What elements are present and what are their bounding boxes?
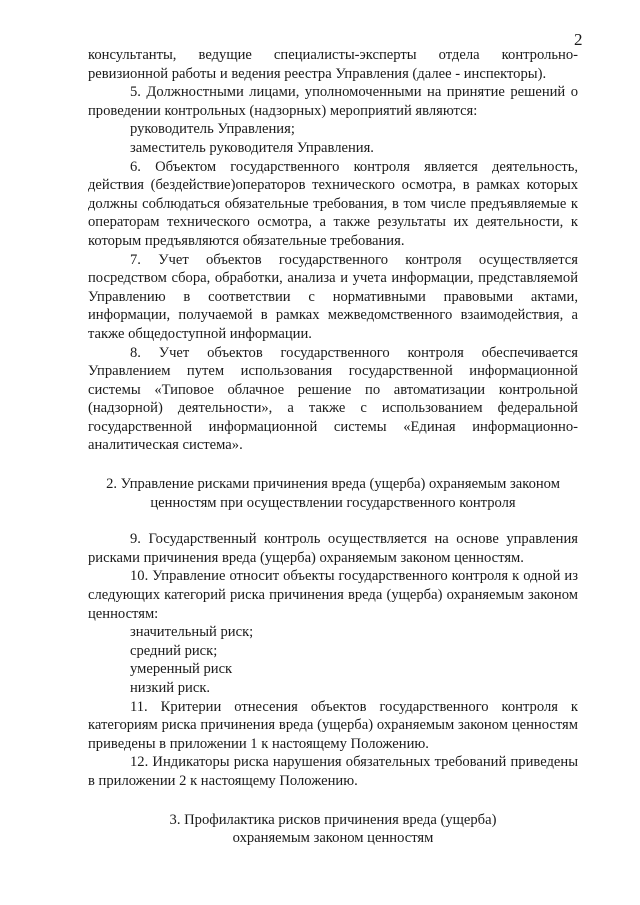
paragraph-8: 8. Учет объектов государственного контроля обеспечивается Управлением путем использования государственной информационной системы «Типовое облачное решение по автоматизации контрольной (надзорной) деятельности», а также с использованием федеральной государственной информационной системы «Единая информационно-аналитическая система».: [88, 344, 578, 454]
paragraph-5: 5. Должностными лицами, уполномоченными на принятие решений о проведении контрольных (надзорных) мероприятий являются:: [88, 84, 578, 119]
section-3-heading-line-1: 3. Профилактика рисков причинения вреда (ущерба): [169, 811, 497, 828]
paragraph-11: 11. Критерии отнесения объектов государственного контроля к категориям риска причинения вреда (ущерба) охраняемым законом ценностям приведены в приложении 1 к настоящему Положению.: [88, 698, 578, 752]
list-item-head: руководитель Управления;: [130, 121, 295, 138]
paragraph-6: 6. Объектом государственного контроля является деятельность, действия (бездействие)операторов технического осмотра, в рамках которых должны соблюдаться обязательные требования, в том числе предъявляемые к операторам технического осмотра, а также результаты их деятельности, к которым предъявляются обязательные требования.: [88, 158, 578, 249]
paragraph-10: 10. Управление относит объекты государственного контроля к одной из следующих категорий риска причинения вреда (ущерба) охраняемым законом ценностям:: [88, 568, 578, 622]
section-3-heading-line-2: охраняемым законом ценностям: [232, 830, 434, 847]
paragraph-continuation: консультанты, ведущие специалисты-эксперты отдела контрольно-ревизионной работы и ведения реестра Управления (далее - инспекторы).: [88, 47, 578, 82]
risk-category-significant: значительный риск;: [130, 624, 254, 641]
risk-category-medium: средний риск;: [130, 642, 218, 659]
paragraph-7: 7. Учет объектов государственного контроля осуществляется посредством сбора, обработки, анализа и учета информации, представляемой Управлению в соответствии с нормативными правовыми актами, информации, получаемой в рамках межведомственного взаимодействия, а также общедоступной информации.: [88, 251, 578, 342]
risk-category-low: низкий риск.: [130, 680, 211, 696]
paragraph-9: 9. Государственный контроль осуществляется на основе управления рисками причинения вреда (ущерба) охраняемым законом ценностям.: [88, 531, 578, 566]
risk-category-moderate: умеренный риск: [130, 661, 233, 678]
paragraph-12: 12. Индикаторы риска нарушения обязательных требований приведены в приложении 2 к настоящему Положению.: [88, 754, 578, 789]
page-number: 2: [574, 30, 583, 49]
section-2-heading: 2. Управление рисками причинения вреда (ущерба) охраняемым законом ценностям при осуществлении государственного контроля: [106, 476, 560, 511]
list-item-deputy: заместитель руководителя Управления.: [130, 139, 374, 156]
document-body: [88, 46, 578, 848]
